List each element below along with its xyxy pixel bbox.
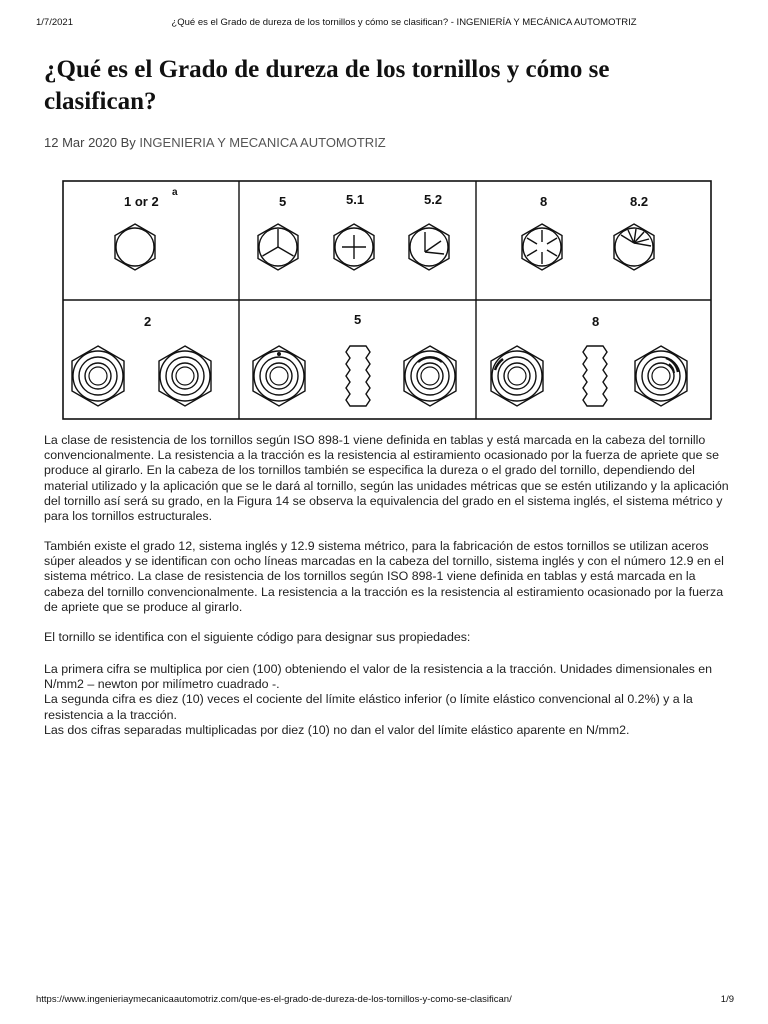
nut-grade-8-face-icon [491, 346, 543, 406]
paragraph-grado-12: También existe el grado 12, sistema inglés y 12.9 sistema métrico, para la fabricación de estos tornillos se utilizan aceros súper aleados y se identifican con ocho líneas marcadas en la cabeza del tornillo, sistema inglés y con el número 12.9 en el sistema métrico. La clase de resistencia de los tornillos según ISO 898-1 viene definida en tablas y está marcada en la cabeza del tornillo convencionalmente. La resistencia a la tracción es la resistencia al estiramiento ocasionado por la fuerza de apriete que se produce al girarlo. [44, 539, 724, 614]
cifra-line-2: La segunda cifra es diez (10) veces el cociente del límite elástico inferior (o límite elástico convencional al 0.2%) y a la resistencia a la tracción. [44, 692, 693, 722]
label-grade-1-or-2: 1 or 2 [124, 194, 159, 209]
print-header [0, 17, 768, 31]
paragraph-cifras [44, 662, 734, 738]
label-superscript-a: a [172, 187, 178, 198]
bolt-head-5-icon [258, 224, 298, 270]
nut-grade-2-face-icon [72, 346, 124, 406]
paragraph-codigo: El tornillo se identifica con el siguiente código para designar sus propiedades: [44, 630, 471, 644]
article-by: By [120, 135, 136, 150]
label-grade-8: 8 [540, 194, 548, 209]
bolt-head-1-or-2-icon [115, 224, 155, 270]
bolt-grade-figure [62, 180, 712, 420]
print-url: https://www.ingenieriaymecanicaautomotriz.com/que-es-el-grado-de-dureza-de-los-tornillos-y-como-se-clasifican/ [36, 994, 512, 1005]
bolt-head-5-2-icon [409, 224, 449, 270]
bolt-head-8-icon [522, 224, 562, 270]
cifra-line-3: Las dos cifras separadas multiplicadas por diez (10) no dan el valor del límite elástico aparente en N/mm2. [44, 722, 630, 737]
article-title: ¿Qué es el Grado de dureza de los tornillos y cómo se clasifican? [44, 56, 610, 115]
bolt-head-8-2-icon [614, 224, 654, 270]
print-title: ¿Qué es el Grado de dureza de los tornillos y cómo se clasifican? - INGENIERÍA Y MECÁNICA AUTOMOTRIZ [171, 17, 637, 28]
nut-grade-8-face-marked-icon [635, 346, 687, 406]
label-nut-grade-5: 5 [354, 312, 362, 327]
article-date: 12 Mar 2020 [44, 135, 117, 150]
nut-grade-5-face-icon [253, 346, 305, 406]
print-page-number: 1/9 [720, 994, 734, 1005]
nut-grade-8-side-icon [583, 346, 607, 406]
paragraph-resistencia: La clase de resistencia de los tornillos según ISO 898-1 viene definida en tablas y está marcada en la cabeza del tornillo convencionalmente. La resistencia a la tracción es la resistencia al estiramiento ocasionado por la fuerza de apriete que se produce al girarlo. En la cabeza de los tornillos también se especifica la dureza o el grado del tornillo, dependiendo del material utilizado y la aplicación que se le dará al tornillo, según las unidades métricas que se estén utilizando y la aplicación del tornillo así será su grado, en la Figura 14 se observa la equivalencia del grado en el sistema inglés, el sistema métrico y para los tornillos estructurales. [44, 433, 729, 524]
nut-grade-2-face-alt-icon [159, 346, 211, 406]
bolt-head-5-1-icon [334, 224, 374, 270]
label-nut-grade-2: 2 [144, 314, 152, 329]
print-date: 1/7/2021 [36, 17, 73, 28]
article-author-link[interactable]: INGENIERIA Y MECANICA AUTOMOTRIZ [139, 135, 386, 150]
article-meta [44, 135, 386, 150]
label-grade-8-2: 8.2 [630, 194, 649, 209]
label-nut-grade-8: 8 [592, 314, 600, 329]
label-grade-5: 5 [279, 194, 287, 209]
nut-grade-5-face-marked-icon [404, 346, 456, 406]
bolt-grade-diagram [62, 180, 712, 420]
label-grade-5-1: 5.1 [346, 192, 365, 207]
label-grade-5-2: 5.2 [424, 192, 443, 207]
nut-grade-5-side-icon [346, 346, 370, 406]
cifra-line-1: La primera cifra se multiplica por cien (100) obteniendo el valor de la resistencia a la tracción. Unidades dimensionales en N/mm2 – newton por milímetro cuadrado -. [44, 662, 713, 692]
